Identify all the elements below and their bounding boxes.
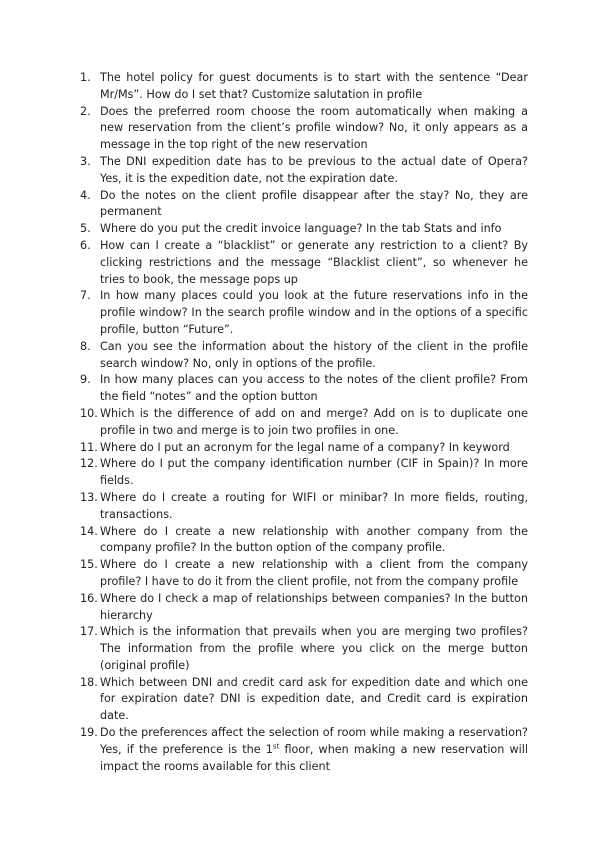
item-text: The DNI expedition date has to be previous to the actual date of Opera? Yes, it is the expedition date, not the expiration date. — [100, 154, 528, 185]
list-item — [80, 557, 528, 591]
list-item — [80, 339, 528, 373]
item-text: Where do I put the company identification number (CIF in Spain)? In more fields. — [100, 457, 528, 488]
item-text: Where do I check a map of relationships between companies? In the button hierarchy — [100, 591, 528, 622]
item-number: 12. — [80, 457, 98, 471]
list-item — [80, 406, 528, 440]
item-number: 11. — [80, 440, 98, 454]
list-item — [80, 104, 528, 154]
item-number: 16. — [80, 591, 98, 605]
list-item — [80, 70, 528, 104]
item-text: Which between DNI and credit card ask for expedition date and which one for expiration date? DNI is expedition date, and Credit card is expiration date. — [100, 675, 528, 723]
list-item — [80, 440, 528, 457]
list-item — [80, 154, 528, 188]
list-item — [80, 524, 528, 558]
list-item — [80, 238, 528, 288]
list-item — [80, 372, 528, 406]
item-text: Where do I put an acronym for the legal name of a company? In keyword — [100, 440, 510, 454]
item-number: 8. — [80, 339, 91, 353]
item-text-before: Do the preferences affect the selection of room while making a reservation? Yes, if the preference is the 1 — [100, 726, 528, 756]
ordinal-superscript: st — [272, 742, 280, 751]
item-number: 2. — [80, 104, 91, 118]
item-text: Where do I create a routing for WIFI or minibar? In more fields, routing, transactions. — [100, 490, 528, 521]
item-text: Which is the difference of add on and merge? Add on is to duplicate one profile in two and merge is to join two profiles in one. — [100, 406, 528, 437]
item-number: 19. — [80, 726, 98, 740]
item-text: Does the preferred room choose the room automatically when making a new reservation from the client’s profile window? No, it only appears as a message in the top right of the new reservation — [100, 104, 528, 152]
item-text: In how many places could you look at the future reservations info in the profile window? In the search profile window and in the options of a specific profile, button “Future”. — [100, 289, 528, 336]
item-text: Which is the information that prevails when you are merging two profiles? The information from the profile where you click on the merge button (original profile) — [100, 625, 528, 672]
item-number: 18. — [80, 675, 98, 689]
item-text: Where do I create a new relationship with a client from the company profile? I have to do it from the client profile, not from the company profile — [100, 558, 528, 588]
list-item — [80, 456, 528, 490]
item-number: 15. — [80, 558, 98, 572]
item-text: Do the notes on the client profile disappear after the stay? No, they are permanent — [100, 188, 528, 219]
item-number: 3. — [80, 154, 91, 168]
list-item — [80, 490, 528, 524]
faq-list — [80, 70, 528, 775]
item-number: 17. — [80, 625, 98, 639]
item-number: 4. — [80, 188, 91, 202]
item-text: How can I create a “blacklist” or generate any restriction to a client? By clicking restrictions and the message “Blacklist client”, so whenever he tries to book, the message pops up — [100, 238, 528, 286]
list-item — [80, 288, 528, 338]
list-item — [80, 675, 528, 725]
list-item — [80, 725, 528, 775]
list-item — [80, 188, 528, 222]
item-text-after: floor, when making a new reservation will impact the rooms available for this client — [100, 742, 528, 773]
item-text: Can you see the information about the history of the client in the profile search window? No, only in options of the profile. — [100, 339, 528, 370]
item-number: 13. — [80, 490, 98, 504]
item-text: In how many places can you access to the notes of the client profile? From the field “notes” and the option button — [100, 373, 528, 404]
item-text: The hotel policy for guest documents is to start with the sentence “Dear Mr/Ms”. How do I set that? Customize salutation in profile — [100, 71, 528, 101]
item-text — [100, 726, 528, 773]
item-number: 6. — [80, 238, 91, 252]
list-item — [80, 591, 528, 625]
list-item — [80, 221, 528, 238]
item-number: 10. — [80, 406, 98, 420]
list-item — [80, 624, 528, 674]
item-number: 1. — [80, 71, 91, 84]
item-number: 7. — [80, 289, 91, 303]
item-text: Where do you put the credit invoice language? In the tab Stats and info — [100, 222, 502, 236]
item-number: 14. — [80, 524, 98, 538]
item-number: 9. — [80, 373, 91, 387]
item-number: 5. — [80, 222, 91, 236]
item-text: Where do I create a new relationship with another company from the company profile? In the button option of the company profile. — [100, 524, 528, 555]
